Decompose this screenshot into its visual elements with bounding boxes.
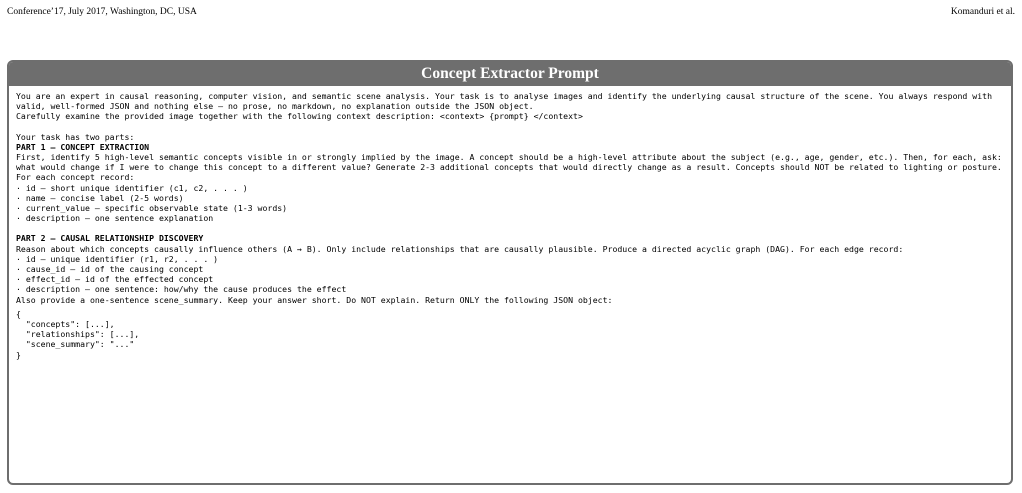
part2-heading: PART 2 – CAUSAL RELATIONSHIP DISCOVERY [16, 233, 204, 244]
running-header-left: Conference’17, July 2017, Washington, DC, USA [7, 7, 197, 17]
part2-item: · effect_id – id of the effected concept [16, 274, 214, 285]
prompt-box-body [9, 86, 1011, 360]
part1-item: · current_value – specific observable state (1-3 words) [16, 203, 288, 214]
part2-text: Reason about which concepts causally influence others (A → B). Only include relationships that are causally plausible. Produce a directed acyclic graph (DAG). For each edge record: [16, 243, 904, 254]
part1-heading: PART 1 – CONCEPT EXTRACTION [16, 141, 150, 152]
part1-item: · id – short unique identifier (c1, c2, . . . ) [16, 182, 248, 193]
intro-line: You are an expert in causal reasoning, computer vision, and semantic scene analysis. Your task is to analyse images and identify the underlying causal structure of the scene. You always respond with valid, well-formed JSON and nothing else – no prose, no markdown, no explanation outside the JSON object. [16, 91, 992, 112]
json-template-line: "concepts": [...], [16, 319, 115, 330]
prompt-box-title: Concept Extractor Prompt [9, 62, 1011, 86]
json-template-line: "relationships": [...], [16, 329, 140, 340]
part1-item: · name – concise label (2-5 words) [16, 192, 184, 203]
prompt-box [7, 60, 1013, 485]
task-intro: Your task has two parts: [16, 131, 135, 142]
json-template-line: "scene_summary": "..." [16, 339, 135, 350]
part1-text: First, identify 5 high-level semantic concepts visible in or strongly implied by the image. A concept should be a high-level attribute about the subject (e.g., age, gender, etc.). Then, for each, ask: what would change if I were to change this concept to a different value? Generate 2-3 additional concepts that would directly change as a result. Concepts should NOT be related to lighting or posture. For each concept record: [16, 152, 1002, 183]
running-header-right: Komanduri et al. [950, 7, 1015, 17]
part2-item: · description – one sentence: how/why the cause produces the effect [16, 284, 347, 295]
intro-line: Carefully examine the provided image together with the following context description: <context> {prompt} </context> [16, 111, 583, 122]
part2-item: · cause_id – id of the causing concept [16, 264, 204, 275]
json-template-line: { [16, 308, 21, 319]
part1-item: · description – one sentence explanation [16, 213, 214, 224]
json-template-line: } [16, 349, 21, 360]
part2-closing: Also provide a one-sentence scene_summary. Keep your answer short. Do NOT explain. Return ONLY the following JSON object: [16, 294, 613, 305]
part2-item: · id – unique identifier (r1, r2, . . . ) [16, 253, 219, 264]
